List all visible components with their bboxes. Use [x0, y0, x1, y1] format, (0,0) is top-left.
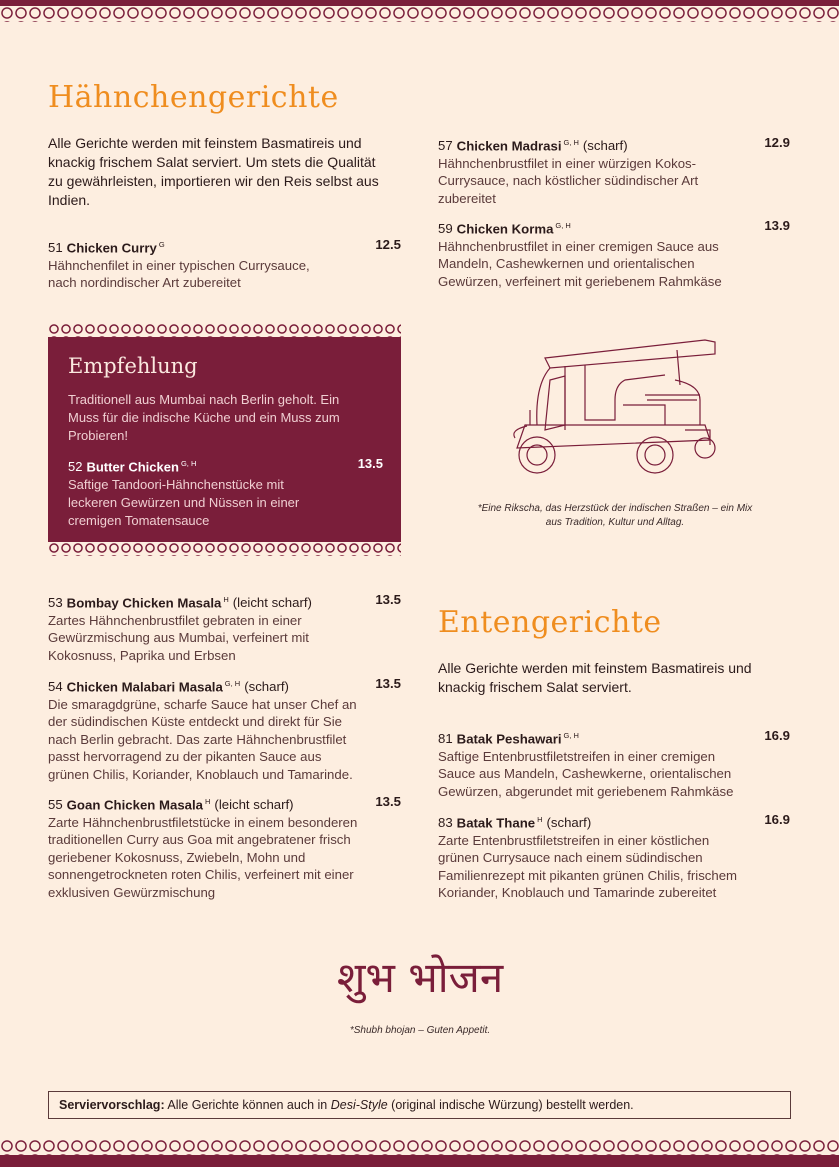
dish-number: 83 — [438, 815, 453, 831]
dish-description: Hähnchenbrustfilet in einer würzigen Kokos-Currysauce, nach köstlicher südindischer Art zubereitet — [438, 155, 699, 206]
dish-52 — [68, 455, 383, 530]
dish-number: 54 — [48, 679, 63, 695]
greeting-caption: *Shubh bhojan – Guten Appetit. — [349, 1025, 491, 1036]
dish-number: 81 — [438, 731, 453, 747]
dish-header — [48, 236, 401, 257]
allergen-codes: G, H — [555, 221, 571, 230]
duck-intro: Alle Gerichte werden mit feinstem Basmatireis und knackig frischem Salat serviert. — [438, 660, 752, 695]
recommendation-pattern-bottom — [48, 542, 401, 556]
dish-price: 16.9 — [764, 728, 790, 743]
dish-81 — [438, 727, 790, 800]
dish-53 — [48, 591, 401, 664]
dish-number: 52 — [68, 459, 83, 475]
dish-83 — [438, 811, 790, 902]
dish-name: Chicken Malabari Masala — [66, 679, 223, 695]
dish-name: Chicken Korma — [456, 221, 554, 237]
dish-price: 12.5 — [375, 237, 401, 252]
recommendation-box — [48, 323, 401, 556]
dish-header — [438, 811, 790, 832]
allergen-codes: G, H — [180, 459, 197, 468]
spice-note: (scharf) — [582, 138, 628, 154]
spice-note: (scharf) — [244, 679, 289, 695]
dish-price: 13.5 — [357, 456, 383, 471]
allergen-codes: H — [537, 815, 543, 824]
dish-number: 53 — [48, 595, 63, 611]
dish-51 — [48, 236, 401, 292]
rickshaw-caption: *Eine Rikscha, das Herzstück der indischen Straßen – ein Mix aus Tradition, Kultur und Alltag. — [477, 503, 753, 528]
dish-name: Bombay Chicken Masala — [66, 595, 222, 611]
allergen-codes: H — [223, 595, 229, 604]
top-border-pattern — [0, 0, 839, 22]
dish-name: Chicken Madrasi — [456, 138, 562, 154]
bottom-border-pattern — [0, 1139, 839, 1167]
dish-59 — [438, 217, 790, 290]
allergen-codes: G — [158, 240, 165, 249]
dish-price: 13.5 — [375, 592, 401, 607]
dish-header — [48, 793, 401, 814]
dish-name: Batak Thane — [456, 815, 536, 831]
dish-price: 12.9 — [764, 135, 790, 150]
dish-description: Zartes Hähnchenbrustfilet gebraten in einer Gewürzmischung aus Mumbai, verfeinert mit Kokosnuss, Paprika und Erbsen — [48, 612, 309, 663]
recommendation-pattern-top — [48, 323, 401, 337]
rickshaw-illustration — [505, 330, 725, 480]
dish-name: Chicken Curry — [66, 240, 157, 256]
dish-57 — [438, 134, 790, 207]
dish-price: 13.5 — [375, 676, 401, 691]
dish-price: 13.9 — [764, 218, 790, 233]
allergen-codes: G, H — [563, 138, 579, 147]
serving-suggestion-box — [48, 1091, 791, 1119]
dish-description: Zarte Hähnchenbrustfiletstücke in einem besonderen traditionellen Curry aus Goa mit angebratener frisch geriebener Kokosnuss, Zwiebeln, Mohn und sonnengetrockneten roten Chilis, verfeinert mit einer exklusiven Gewürzmischung — [48, 814, 358, 900]
allergen-codes: H — [205, 797, 211, 806]
dish-name: Butter Chicken — [86, 459, 179, 475]
dish-number: 57 — [438, 138, 453, 154]
dish-price: 13.5 — [375, 794, 401, 809]
dish-header — [48, 591, 401, 612]
chicken-intro: Alle Gerichte werden mit feinstem Basmatireis und knackig frischem Salat serviert. Um stets die Qualität zu gewährleisten, importieren wir den Reis selbst aus Indien. — [48, 135, 379, 208]
dish-description: Hähnchenfilet in einer typischen Currysauce, nach nordindischer Art zubereitet — [48, 257, 310, 291]
serving-text-after: (original indische Würzung) bestellt werden. — [391, 1098, 634, 1112]
allergen-codes: G, H — [224, 679, 241, 688]
recommendation-text: Traditionell aus Mumbai nach Berlin geholt. Ein Muss für die indische Küche und ein Muss zum Probieren! — [68, 392, 340, 443]
dish-header — [438, 217, 790, 238]
duck-section-title: Entengerichte — [438, 605, 662, 640]
dish-number: 55 — [48, 797, 63, 813]
dish-number: 59 — [438, 221, 453, 237]
serving-style: Desi-Style — [330, 1098, 388, 1112]
hindi-greeting: शुभ भोजन — [336, 953, 504, 1002]
dish-header — [438, 727, 790, 748]
serving-text-before: Alle Gerichte können auch in — [167, 1098, 328, 1112]
allergen-codes: G, H — [563, 731, 579, 740]
serving-label: Serviervorschlag: — [59, 1098, 165, 1112]
dish-54 — [48, 675, 401, 783]
dish-description: Die smaragdgrüne, scharfe Sauce hat unser Chef an der südindischen Küste entdeckt und direkt für Sie nach Berlin gebracht. Das zarte Hähnchenbrustfilet passt hervorragend zu der pikanten Sauce aus grünen Chilis, Koriander, Knoblauch und Tamarinde. — [48, 696, 357, 782]
dish-description: Saftige Tandoori-Hähnchenstücke mit leckeren Gewürzen und Nüssen in einer cremigen Tomatensauce — [68, 477, 300, 529]
dish-header — [48, 675, 401, 696]
dish-price: 16.9 — [764, 812, 790, 827]
dish-description: Saftige Entenbrustfiletstreifen in einer cremigen Sauce aus Mandeln, Cashewkerne, orientalischen Gewürzen, abgerundet mit geriebenem Rahmkäse — [438, 748, 734, 799]
spice-note: (leicht scharf) — [214, 797, 294, 813]
dish-description: Hähnchenbrustfilet in einer cremigen Sauce aus Mandeln, Cashewkernen und orientalischen Gewürzen, verfeinert mit geriebenem Rahmkäse — [438, 238, 722, 289]
dish-header — [438, 134, 790, 155]
dish-name: Batak Peshawari — [456, 731, 562, 747]
dish-55 — [48, 793, 401, 901]
spice-note: (scharf) — [546, 815, 592, 831]
spice-note: (leicht scharf) — [232, 595, 312, 611]
dish-name: Goan Chicken Masala — [66, 797, 203, 813]
dish-number: 51 — [48, 240, 63, 256]
dish-description: Zarte Entenbrustfiletstreifen in einer köstlichen grünen Currysauce nach einem südindischen Familienrezept mit pikanten grünen Chilis, frischem Koriander, Knoblauch und Tamarinde zubereitet — [438, 832, 738, 901]
chicken-section-title: Hähnchengerichte — [48, 80, 339, 115]
recommendation-title: Empfehlung — [68, 354, 198, 378]
dish-header — [68, 455, 383, 476]
